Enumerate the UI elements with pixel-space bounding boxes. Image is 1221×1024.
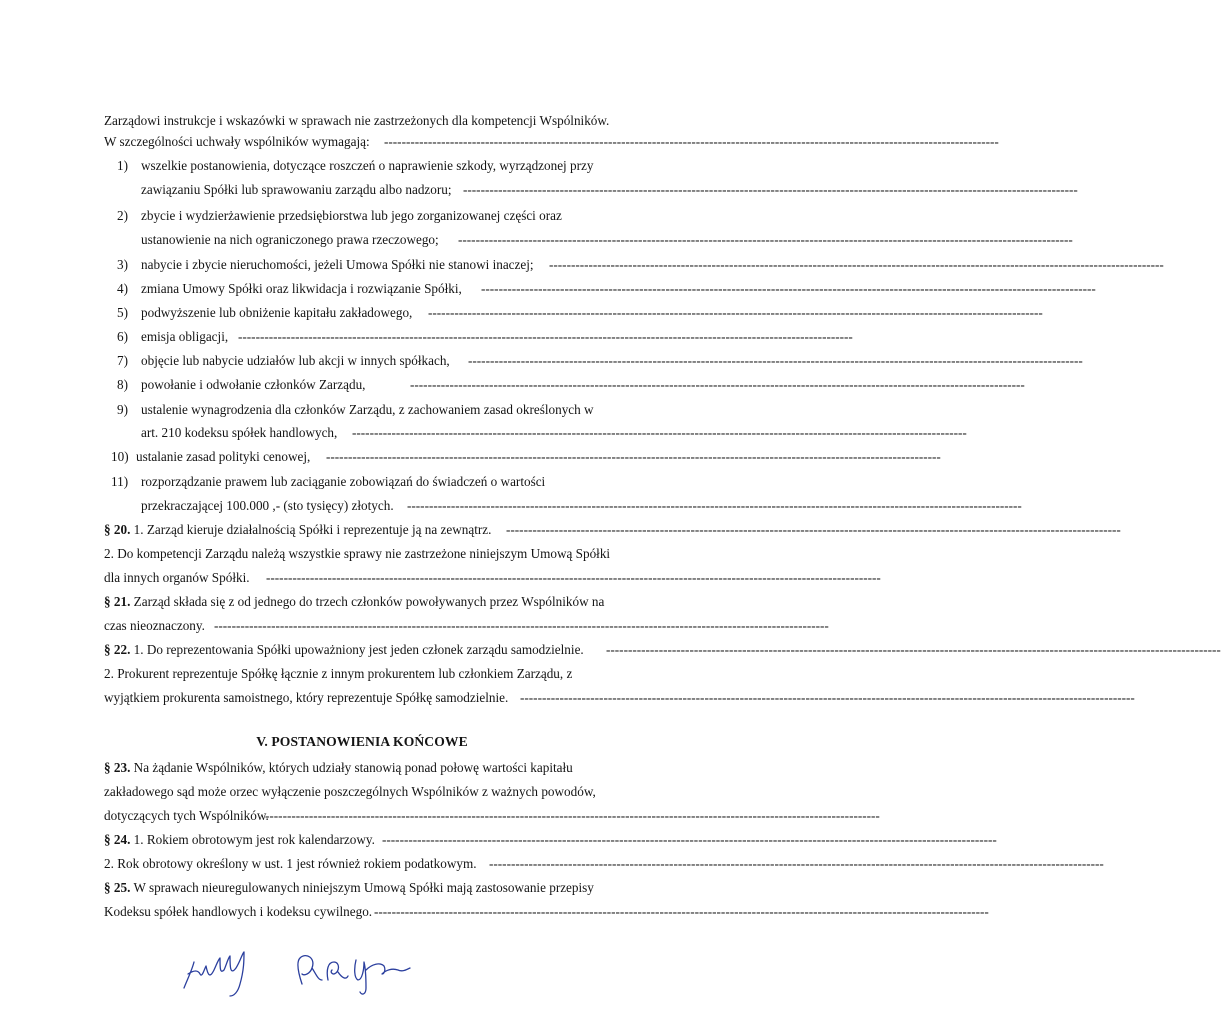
intro-line-1: Zarządowi instrukcje i wskazówki w sprawach nie zastrzeżonych dla kompetencji Wspólników. — [104, 113, 610, 128]
paragraph-text: W sprawach nieuregulowanych niniejszym Umową Spółki mają zastosowanie przepisy — [133, 880, 594, 895]
signature-1 — [184, 952, 244, 996]
dash-fill: -------------------------------------------------------------------------------------------------------------------------------------------- — [214, 618, 829, 633]
dash-fill: -------------------------------------------------------------------------------------------------------------------------------------------- — [266, 570, 881, 585]
dash-fill: -------------------------------------------------------------------------------------------------------------------------------------------- — [606, 642, 1221, 657]
paragraph-25-line-1 — [104, 878, 632, 898]
paragraph-23-line-1 — [104, 758, 632, 778]
list-item-line: objęcie lub nabycie udziałów lub akcji w innych spółkach, — [141, 353, 450, 368]
list-item-number: 1) — [117, 158, 128, 173]
dash-fill: -------------------------------------------------------------------------------------------------------------------------------------------- — [374, 904, 989, 919]
paragraph-20-line-3: dla innych organów Spółki. — [104, 570, 250, 585]
list-item-line: zawiązaniu Spółki lub sprawowaniu zarządu albo nadzoru; — [141, 182, 452, 197]
dash-fill: -------------------------------------------------------------------------------------------------------------------------------------------- — [520, 690, 1135, 705]
dash-fill: -------------------------------------------------------------------------------------------------------------------------------------------- — [382, 832, 997, 847]
dash-fill: -------------------------------------------------------------------------------------------------------------------------------------------- — [549, 257, 1164, 272]
paragraph-mark: § 22. — [104, 642, 131, 657]
list-item-line: wszelkie postanowienia, dotyczące roszczeń o naprawienie szkody, wyrządzonej przy — [141, 158, 594, 173]
list-item-line: ustalanie zasad polityki cenowej, — [136, 449, 311, 464]
signature-2 — [298, 956, 410, 994]
paragraph-mark: § 25. — [104, 880, 131, 895]
paragraph-21-line-1 — [104, 592, 632, 612]
list-item-number: 3) — [117, 257, 128, 272]
paragraph-mark: § 24. — [104, 832, 131, 847]
dash-fill: -------------------------------------------------------------------------------------------------------------------------------------------- — [326, 449, 941, 464]
dash-fill: -------------------------------------------------------------------------------------------------------------------------------------------- — [489, 856, 1104, 871]
paragraph-mark: § 23. — [104, 760, 131, 775]
dash-fill: -------------------------------------------------------------------------------------------------------------------------------------------- — [468, 353, 1083, 368]
paragraph-22-line-1 — [104, 640, 584, 660]
dash-fill: -------------------------------------------------------------------------------------------------------------------------------------------- — [384, 134, 999, 149]
paragraph-22-line-3: wyjątkiem prokurenta samoistnego, który reprezentuje Spółkę samodzielnie. — [104, 690, 509, 705]
dash-fill: -------------------------------------------------------------------------------------------------------------------------------------------- — [428, 305, 1043, 320]
dash-fill: -------------------------------------------------------------------------------------------------------------------------------------------- — [410, 377, 1025, 392]
paragraph-24-line-2: 2. Rok obrotowy określony w ust. 1 jest również rokiem podatkowym. — [104, 856, 477, 871]
list-item-line: podwyższenie lub obniżenie kapitału zakładowego, — [141, 305, 413, 320]
dash-fill: -------------------------------------------------------------------------------------------------------------------------------------------- — [407, 498, 1022, 513]
list-item-number: 11) — [111, 474, 129, 489]
list-item-number: 4) — [117, 281, 128, 296]
list-item-line: rozporządzanie prawem lub zaciąganie zobowiązań do świadczeń o wartości — [141, 474, 546, 489]
paragraph-text: 1. Zarząd kieruje działalnością Spółki i reprezentuje ją na zewnątrz. — [133, 522, 492, 537]
list-item-line: nabycie i zbycie nieruchomości, jeżeli Umowa Spółki nie stanowi inaczej; — [141, 257, 534, 272]
dash-fill: -------------------------------------------------------------------------------------------------------------------------------------------- — [238, 329, 853, 344]
list-item-line: art. 210 kodeksu spółek handlowych, — [141, 425, 338, 440]
paragraph-25-line-2: Kodeksu spółek handlowych i kodeksu cywilnego. — [104, 904, 373, 919]
paragraph-text: 1. Rokiem obrotowym jest rok kalendarzowy. — [133, 832, 375, 847]
list-item-number: 5) — [117, 305, 128, 320]
paragraph-mark: § 21. — [104, 594, 131, 609]
list-item-number: 9) — [117, 402, 128, 417]
paragraph-text: Zarząd składa się z od jednego do trzech członków powoływanych przez Wspólników na — [133, 594, 605, 609]
paragraph-23-line-2: zakładowego sąd może orzec wyłączenie poszczególnych Wspólników z ważnych powodów, — [104, 784, 596, 799]
dash-fill: -------------------------------------------------------------------------------------------------------------------------------------------- — [458, 232, 1073, 247]
dash-fill: -------------------------------------------------------------------------------------------------------------------------------------------- — [265, 808, 880, 823]
dash-fill: -------------------------------------------------------------------------------------------------------------------------------------------- — [352, 425, 967, 440]
list-item-line: zbycie i wydzierżawienie przedsiębiorstwa lub jego zorganizowanej części oraz — [141, 208, 562, 223]
paragraph-20-line-2: 2. Do kompetencji Zarządu należą wszystkie sprawy nie zastrzeżone niniejszym Umową Spółki — [104, 546, 611, 561]
intro-line-2: W szczególności uchwały wspólników wymagają: — [104, 134, 370, 149]
paragraph-mark: § 20. — [104, 522, 131, 537]
dash-fill: -------------------------------------------------------------------------------------------------------------------------------------------- — [481, 281, 1096, 296]
paragraph-21-line-2: czas nieoznaczony. — [104, 618, 205, 633]
list-item-number: 7) — [117, 353, 128, 368]
dash-fill: -------------------------------------------------------------------------------------------------------------------------------------------- — [463, 182, 1078, 197]
list-item-number: 10) — [111, 449, 129, 464]
paragraph-24-line-1 — [104, 830, 375, 850]
list-item-line: powołanie i odwołanie członków Zarządu, — [141, 377, 366, 392]
list-item-line: ustanowienie na nich ograniczonego prawa rzeczowego; — [141, 232, 439, 247]
list-item-line: przekraczającej 100.000 ,- (sto tysięcy) złotych. — [141, 498, 394, 513]
list-item-number: 8) — [117, 377, 128, 392]
paragraph-20-line-1 — [104, 520, 491, 540]
list-item-number: 2) — [117, 208, 128, 223]
paragraph-23-line-3: dotyczących tych Wspólników. — [104, 808, 269, 823]
handwritten-signatures — [170, 940, 430, 1000]
list-item-line: emisja obligacji, — [141, 329, 229, 344]
paragraph-22-line-2: 2. Prokurent reprezentuje Spółkę łącznie z innym prokurentem lub członkiem Zarządu, z — [104, 666, 573, 681]
list-item-line: ustalenie wynagrodzenia dla członków Zarządu, z zachowaniem zasad określonych w — [141, 402, 594, 417]
list-item-number: 6) — [117, 329, 128, 344]
list-item-line: zmiana Umowy Spółki oraz likwidacja i rozwiązanie Spółki, — [141, 281, 462, 296]
section-heading: V. POSTANOWIENIA KOŃCOWE — [256, 734, 468, 749]
dash-fill: -------------------------------------------------------------------------------------------------------------------------------------------- — [506, 522, 1121, 537]
paragraph-text: Na żądanie Wspólników, których udziały stanowią ponad połowę wartości kapitału — [133, 760, 573, 775]
paragraph-text: 1. Do reprezentowania Spółki upoważniony jest jeden członek zarządu samodzielnie. — [133, 642, 584, 657]
